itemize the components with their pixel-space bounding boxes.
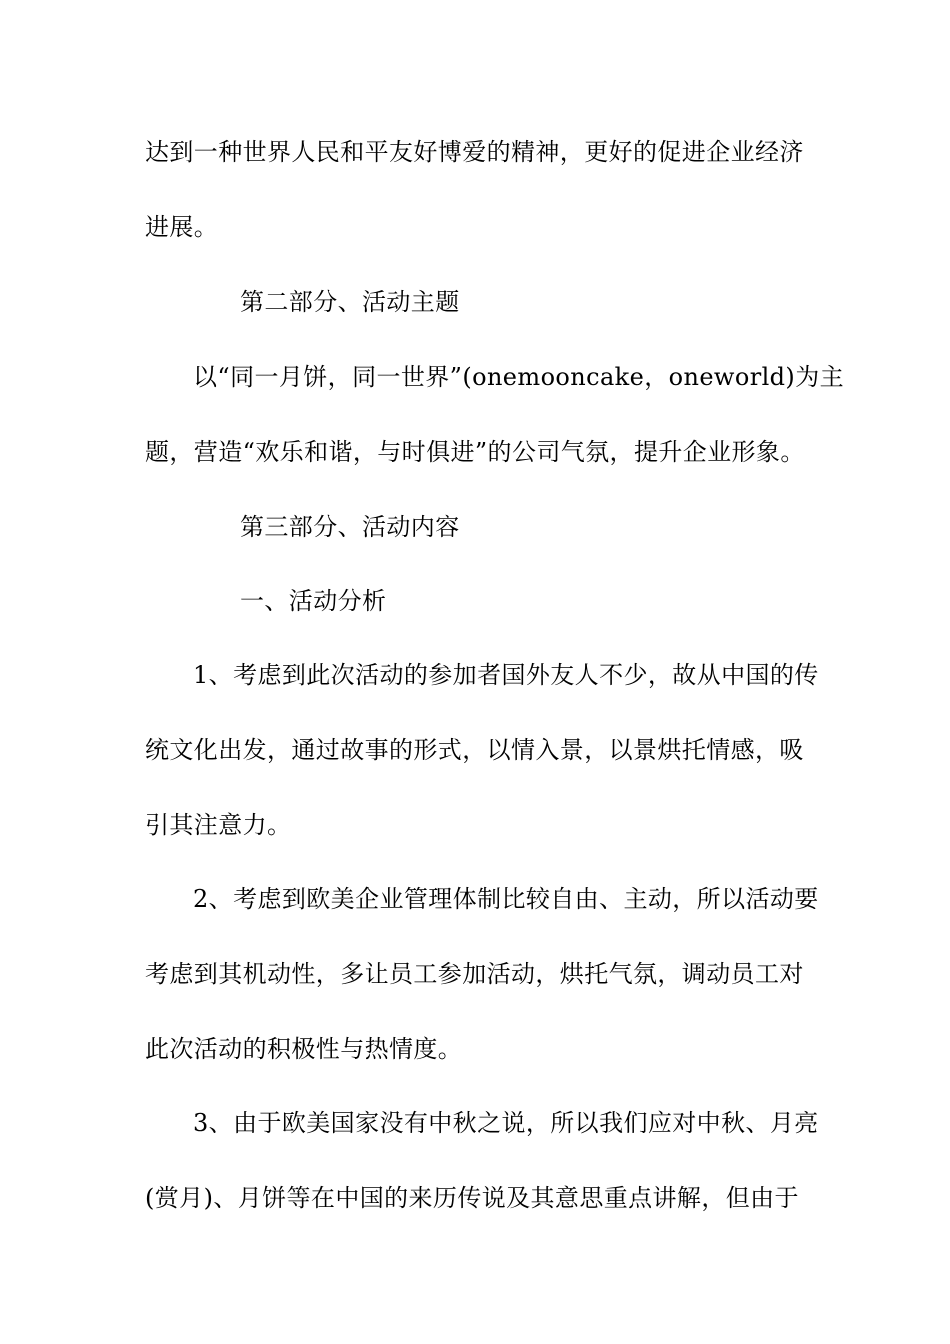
subsection-heading: 一、活动分析 (240, 587, 387, 615)
paragraph-line: (赏月)、月饼等在中国的来历传说及其意思重点讲解，但由于 (145, 1184, 799, 1212)
paragraph-line: 引其注意力。 (145, 811, 292, 839)
paragraph-line: 1、考虑到此次活动的参加者国外友人不少，故从中国的传 (193, 661, 819, 689)
section-heading: 第三部分、活动内容 (240, 513, 460, 541)
paragraph-line: 此次活动的积极性与热情度。 (145, 1035, 463, 1063)
paragraph-line: 达到一种世界人民和平友好博爱的精神，更好的促进企业经济 (145, 138, 804, 166)
paragraph-line: 2、考虑到欧美企业管理体制比较自由、主动，所以活动要 (193, 885, 819, 913)
paragraph-line: 考虑到其机动性，多让员工参加活动，烘托气氛，调动员工对 (145, 960, 804, 988)
paragraph-line: 题，营造“欢乐和谐，与时俱进”的公司气氛，提升企业形象。 (145, 438, 805, 466)
paragraph-line: 以“同一月饼，同一世界”(onemooncake，oneworld)为主 (193, 363, 844, 391)
paragraph-line: 进展。 (145, 213, 219, 241)
paragraph-line: 3、由于欧美国家没有中秋之说，所以我们应对中秋、月亮 (193, 1109, 819, 1137)
paragraph-line: 统文化出发，通过故事的形式，以情入景，以景烘托情感，吸 (145, 736, 804, 764)
section-heading: 第二部分、活动主题 (240, 288, 460, 316)
